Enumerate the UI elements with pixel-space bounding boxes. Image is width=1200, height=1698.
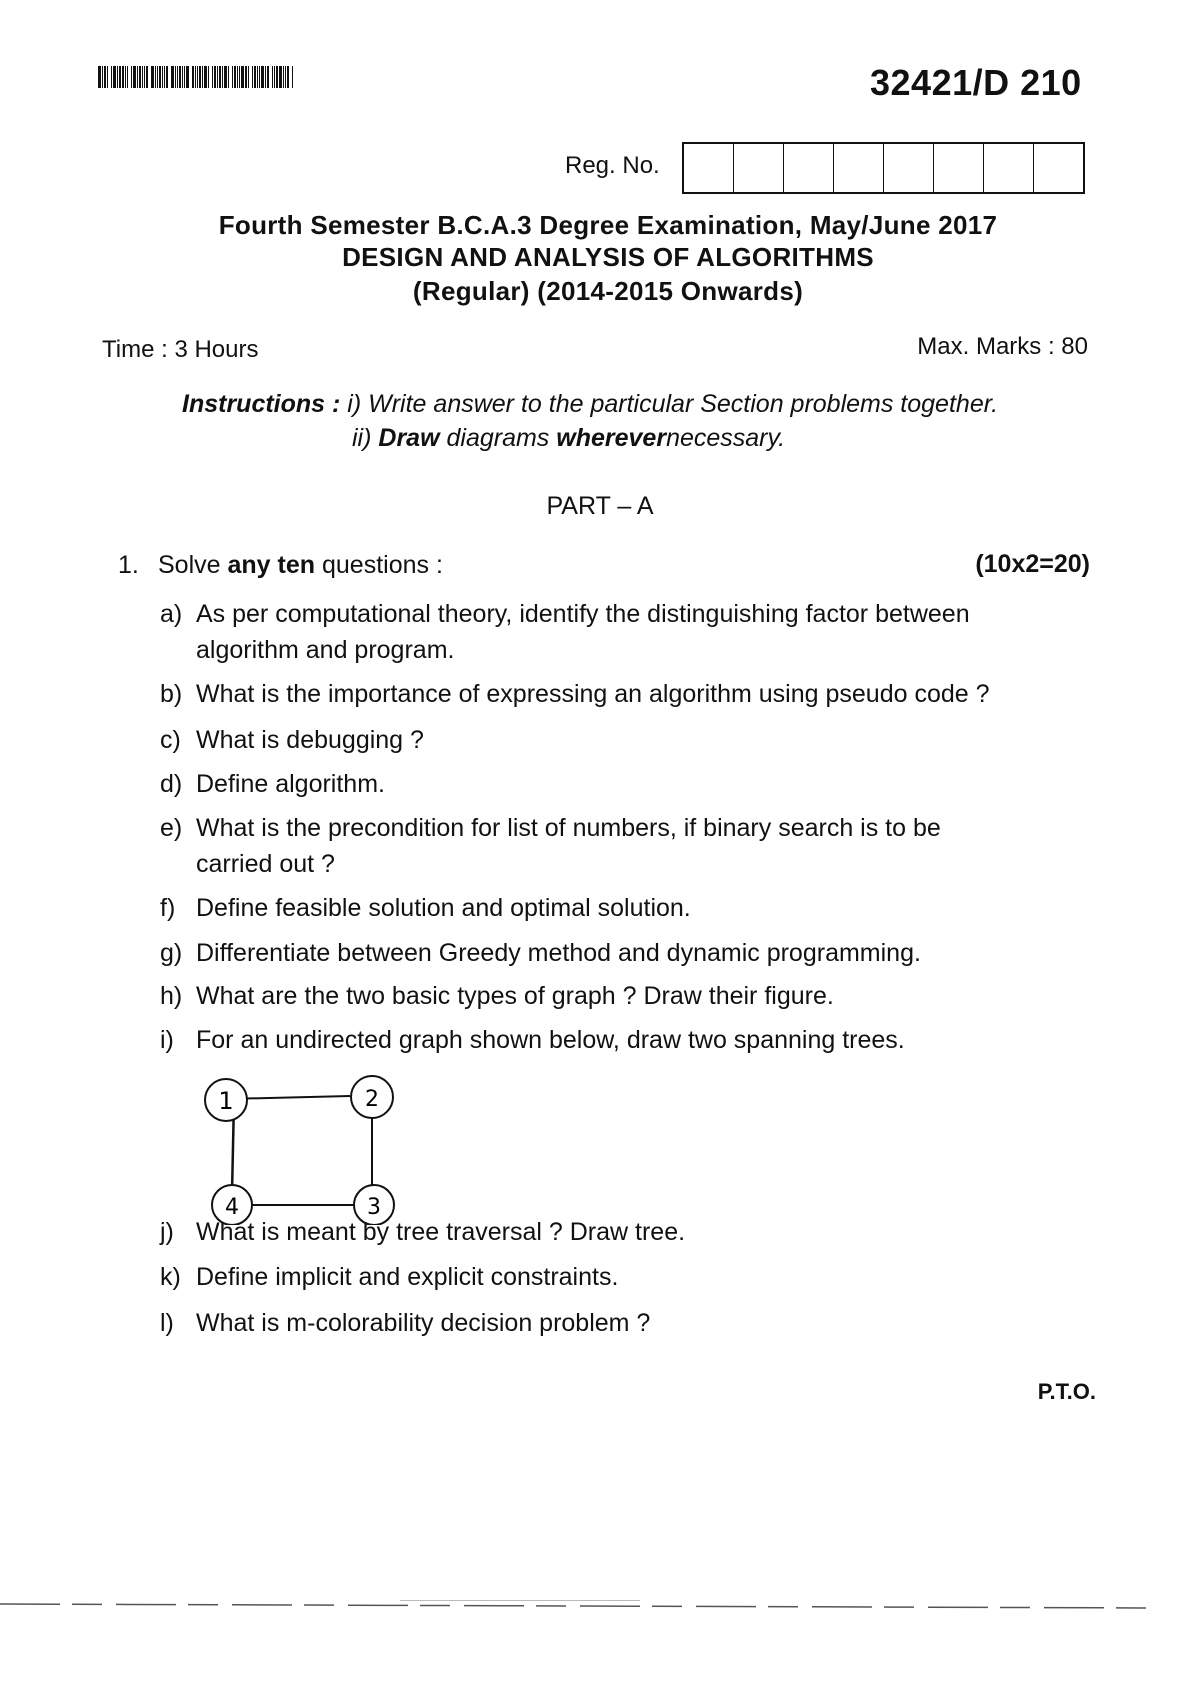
reg-no-box [984,144,1034,192]
barcode-bar [274,66,275,88]
barcode-bar [199,66,201,88]
barcode-bar [142,66,143,88]
barcode-bar [219,66,221,88]
barcode-bar [104,66,106,88]
list-item [160,978,1020,1014]
barcode-bar [197,66,198,88]
barcode-bar [283,66,284,88]
barcode-bar [162,66,163,88]
item-label: l) [160,1309,174,1337]
list-item [160,810,1020,882]
scheme-title: (Regular) (2014-2015 Onwards) [412,276,804,306]
barcode-bar [241,66,244,88]
barcode-bar [267,66,269,88]
barcode-bar [254,66,256,88]
barcode-bar [265,66,266,88]
instructions-line-2 [352,424,785,453]
question-bold: any ten [227,551,316,579]
item-text: Define algorithm. [196,770,385,798]
reg-no-box [1034,144,1083,192]
question-prefix: Solve [158,551,221,579]
barcode-bar [186,66,189,88]
item-text: Define feasible solution and optimal solution. [196,894,691,922]
instruction-i-text: Write answer to the particular Section problems together. [368,390,999,418]
barcode-bar [175,66,176,88]
instruction-ii-wherever: wherever [556,424,667,452]
barcode-bar [133,66,136,88]
item-text: What is meant by tree traversal ? Draw tree. [196,1218,686,1246]
graph-node-label: 1 [218,1087,234,1115]
instruction-ii-mid: diagrams [446,424,550,452]
item-text: What is the precondition for list of numbers, if binary search is to be [196,814,941,842]
list-item [160,1259,1020,1295]
barcode-bar [127,66,128,88]
instruction-ii-draw: Draw [378,424,440,452]
barcode-bar [192,66,194,88]
barcode-bar [239,66,240,88]
barcode-bar [285,66,286,88]
barcode-bar [166,66,168,88]
item-label: c) [160,726,181,754]
reg-no-box [734,144,784,192]
item-label: e) [160,814,183,842]
barcode-bar [107,66,108,88]
barcode-bar [159,66,161,88]
undirected-graph-figure [190,1065,410,1225]
barcode-bar [131,66,132,88]
barcode-bar [252,66,253,88]
reg-no-boxes [682,142,1085,194]
item-label: h) [160,982,183,1010]
barcode-bar [222,66,223,88]
instruction-i-num: i) [347,390,362,418]
list-item [160,1305,1020,1341]
barcode-bar [184,66,185,88]
list-item [160,766,1020,802]
bottom-dashed-line [0,1604,1160,1608]
barcode-bar [122,66,124,88]
reg-no-box [784,144,834,192]
barcode-bar [177,66,178,88]
barcode-bar [117,66,118,88]
list-item [160,676,1020,712]
barcode-bar [259,66,260,88]
barcode-bar [212,66,213,88]
barcode-bar [224,66,227,88]
instruction-ii-end: necessary. [666,424,786,452]
max-marks: Max. Marks : 80 [917,333,1088,360]
barcode-bar [257,66,258,88]
item-text: Define implicit and explicit constraints. [196,1263,619,1291]
time-allowed: Time : 3 Hours [102,336,259,363]
item-label: k) [160,1263,181,1291]
reg-no-box [834,144,884,192]
barcode-bar [98,66,101,88]
pto-note: P.T.O. [1037,1379,1096,1404]
instructions-label: Instructions : [182,390,341,418]
list-item [160,596,1020,668]
barcode-bar [248,66,249,88]
reg-no-box [934,144,984,192]
list-item [160,890,1020,926]
item-text: Differentiate between Greedy method and dynamic programming. [196,939,921,967]
barcode-bar [217,66,218,88]
reg-no-box [684,144,734,192]
barcode-bar [139,66,141,88]
list-item [160,1214,1020,1250]
reg-no-box [884,144,934,192]
graph-node-label: 3 [367,1195,381,1220]
barcode-bar [208,66,209,88]
graph-node-label: 2 [365,1087,379,1112]
question-marks: (10x2=20) [975,550,1090,578]
barcode-bar [102,66,103,88]
barcode-bar [157,66,158,88]
item-text: What is m-colorability decision problem ? [196,1309,651,1337]
barcode-bar [171,66,174,88]
barcode-bar [228,66,229,88]
item-text: For an undirected graph shown below, draw two spanning trees. [196,1026,905,1054]
barcode-bar [245,66,247,88]
barcode-bar [195,66,196,88]
item-label: g) [160,939,183,967]
barcode-bar [144,66,145,88]
item-text-cont: carried out ? [196,850,335,878]
barcode-bar [182,66,183,88]
item-text: What are the two basic types of graph ? Draw their figure. [196,982,834,1010]
bottom-rule [0,1600,1200,1620]
instruction-ii-num: ii) [352,424,372,452]
subject-title: DESIGN AND ANALYSIS OF ALGORITHMS [342,242,874,272]
barcode-bar [179,66,181,88]
instructions-line-1 [182,390,998,419]
item-label: a) [160,600,183,628]
question-1 [118,551,443,580]
list-item [160,1022,1020,1058]
question-suffix: questions : [321,551,443,579]
barcode-bar [232,66,233,88]
list-item [160,722,1020,758]
reg-no-label: Reg. No. [565,152,660,179]
exam-title: Fourth Semester B.C.A.3 Degree Examination, May/June 2017 [218,210,998,240]
item-label: j) [160,1218,174,1246]
item-text-cont: algorithm and program. [196,636,455,664]
barcode-bar [272,66,273,88]
barcode-bar [279,66,282,88]
barcode-bar [234,66,236,88]
graph-node-label: 4 [225,1195,239,1220]
barcode [98,66,350,88]
barcode-bar [119,66,121,88]
barcode-bar [151,66,154,88]
barcode-bar [146,66,148,88]
item-label: d) [160,770,183,798]
barcode-bar [137,66,138,88]
item-label: b) [160,680,183,708]
barcode-bar [276,66,278,88]
item-label: f) [160,894,176,922]
list-item [160,935,1020,971]
barcode-bar [237,66,238,88]
barcode-bar [261,66,264,88]
barcode-bar [164,66,165,88]
barcode-bar [125,66,126,88]
part-heading: PART – A [546,492,654,520]
item-label: i) [160,1026,174,1054]
paper-code: 32421/D 210 [870,62,1082,103]
question-number: 1. [118,551,139,579]
barcode-bar [111,66,112,88]
item-text: What is debugging ? [196,726,424,754]
barcode-bar [155,66,156,88]
barcode-bar [204,66,207,88]
item-text: As per computational theory, identify the distinguishing factor between [196,600,970,628]
barcode-bar [214,66,216,88]
barcode-bar [287,66,289,88]
barcode-bar [113,66,116,88]
barcode-bar [292,66,293,88]
item-text: What is the importance of expressing an algorithm using pseudo code ? [196,680,990,708]
barcode-bar [202,66,203,88]
